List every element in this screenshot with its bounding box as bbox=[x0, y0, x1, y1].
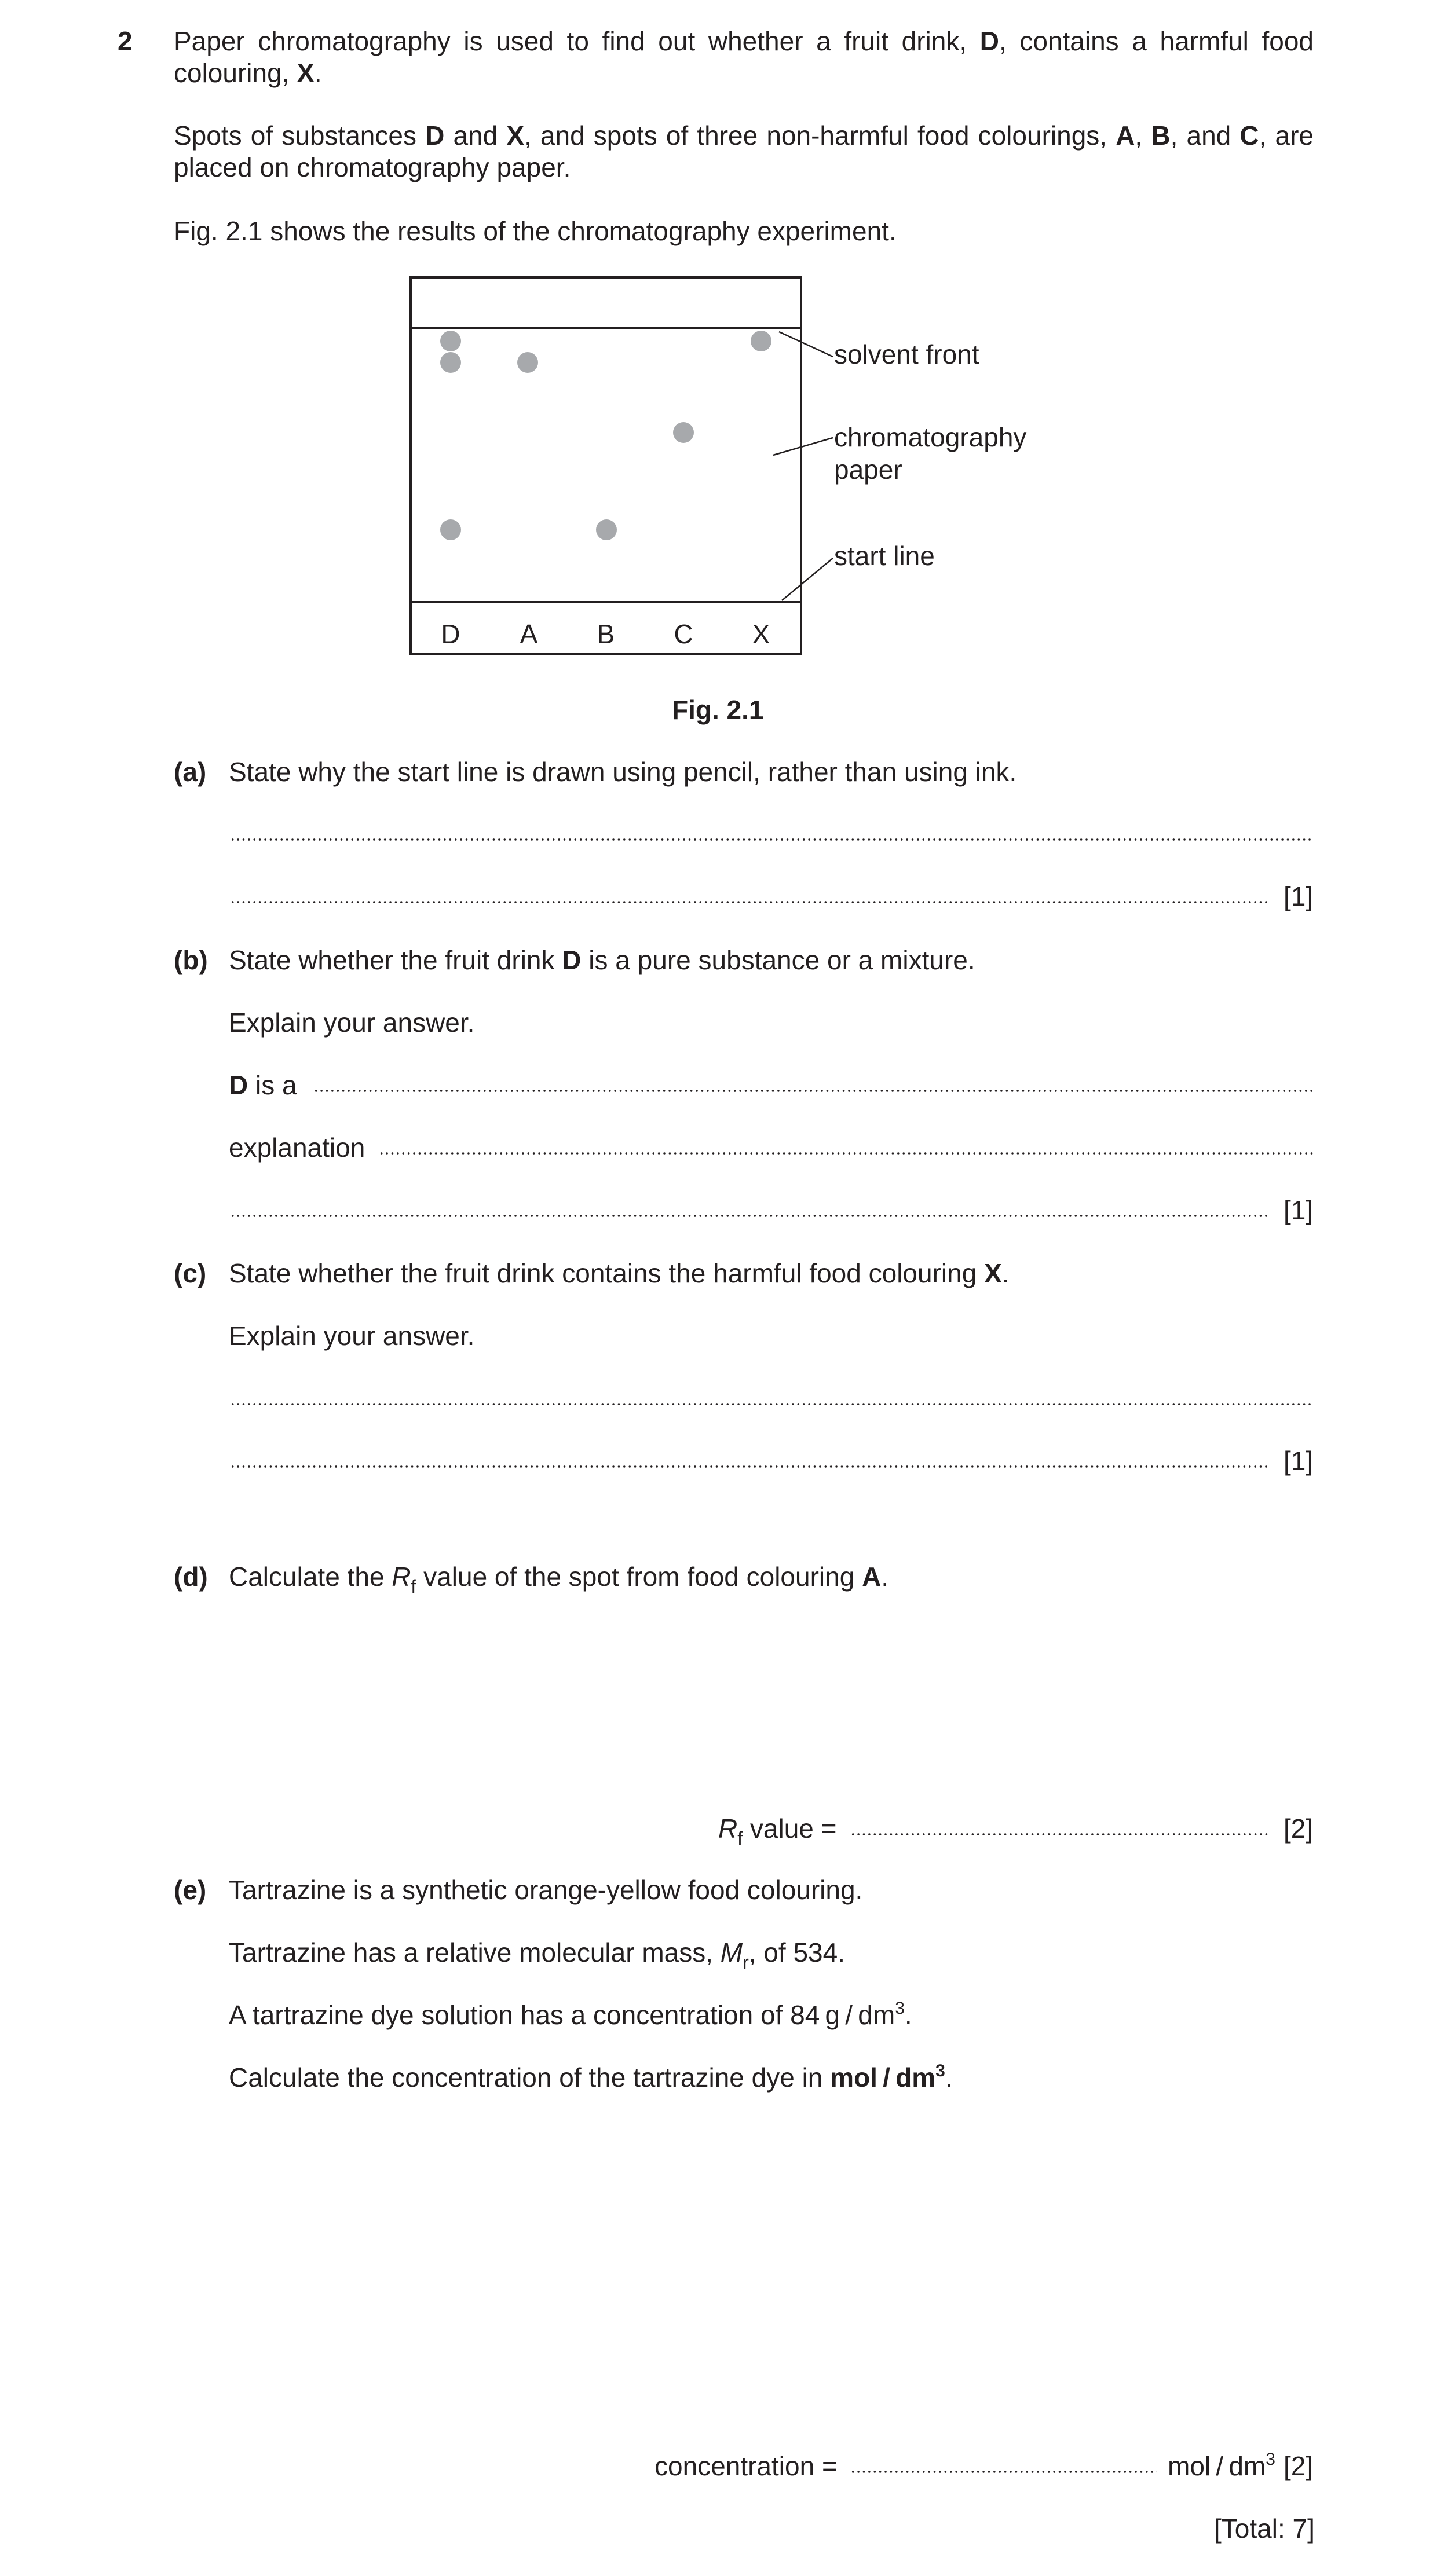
label-paper: paper bbox=[834, 455, 902, 485]
part-c-explain-prompt: Explain your answer. bbox=[229, 1321, 475, 1351]
part-e-answer-line[interactable] bbox=[850, 2471, 1157, 2473]
part-e-line-1: Tartrazine is a synthetic orange-yellow food colouring. bbox=[229, 1875, 863, 1905]
part-a-marks: [1] bbox=[1284, 881, 1314, 911]
part-a-answer-line-2[interactable] bbox=[230, 901, 1268, 903]
intro-paragraph-1: Paper chromatography is used to find out whether a fruit drink, D, contains a harmful food colouring, X. bbox=[174, 26, 1314, 89]
part-e-marks: [2] bbox=[1284, 2451, 1314, 2481]
label-solvent-front: solvent front bbox=[834, 339, 979, 369]
intro-paragraph-3: Fig. 2.1 shows the results of the chromatography experiment. bbox=[174, 216, 897, 246]
spots bbox=[440, 331, 771, 540]
part-b-explanation-label: explanation bbox=[229, 1133, 365, 1163]
part-b-marks: [1] bbox=[1284, 1195, 1314, 1225]
chromatography-paper-outline bbox=[411, 277, 801, 654]
part-e-answer-unit: mol / $dm^3$ bbox=[1168, 2450, 1275, 2481]
spot-c bbox=[673, 422, 694, 443]
lane-label-a: A bbox=[520, 619, 538, 649]
figure-caption: Fig. 2.1 bbox=[672, 695, 764, 725]
part-b-d-answer-line[interactable] bbox=[313, 1090, 1314, 1092]
part-e-answer-label: concentration = bbox=[654, 2451, 838, 2481]
part-d-answer-label: $R_f$ value = bbox=[718, 1813, 837, 1849]
label-start-line: start line bbox=[834, 541, 935, 571]
part-b-label: (b) bbox=[174, 945, 208, 975]
part-b-explanation-line-2[interactable] bbox=[230, 1215, 1268, 1217]
part-e-line-4: Calculate the concentration of the tartrazine dye in mol / $dm^3$. bbox=[229, 2061, 953, 2093]
part-c-marks: [1] bbox=[1284, 1446, 1314, 1476]
leader-lines bbox=[773, 332, 833, 600]
part-b-explanation-line-1[interactable] bbox=[379, 1152, 1314, 1155]
lane-label-x: X bbox=[752, 619, 770, 649]
part-c-answer-line-1[interactable] bbox=[230, 1403, 1313, 1405]
part-e-label: (e) bbox=[174, 1875, 207, 1905]
part-a-question: State why the start line is drawn using pencil, rather than using ink. bbox=[229, 757, 1017, 787]
part-b-d-is-a: D is a bbox=[229, 1070, 297, 1100]
spot-d-3 bbox=[440, 519, 461, 540]
part-d-marks: [2] bbox=[1284, 1813, 1314, 1844]
lane-label-c: C bbox=[674, 619, 693, 649]
part-c-label: (c) bbox=[174, 1258, 207, 1288]
part-d-label: (d) bbox=[174, 1562, 208, 1592]
chromatography-figure bbox=[0, 0, 1437, 695]
label-chromatography: chromatography bbox=[834, 422, 1027, 452]
part-c-question: State whether the fruit drink contains the harmful food colouring X. bbox=[229, 1258, 1010, 1288]
part-c-answer-line-2[interactable] bbox=[230, 1465, 1268, 1468]
part-d-question: Calculate the $R_f$ value of the spot from food colouring A. bbox=[229, 1562, 889, 1597]
lane-label-b: B bbox=[597, 619, 615, 649]
spot-a bbox=[517, 352, 538, 373]
part-b-question: State whether the fruit drink D is a pure substance or a mixture. bbox=[229, 945, 975, 975]
part-d-answer-line[interactable] bbox=[850, 1833, 1268, 1835]
intro-paragraph-2: Spots of substances D and X, and spots of three non-harmful food colourings, A, B, and C, are placed on chromatography paper. bbox=[174, 120, 1314, 183]
spot-d-1 bbox=[440, 331, 461, 351]
question-number: 2 bbox=[118, 26, 133, 56]
spot-d-2 bbox=[440, 352, 461, 373]
total-marks: [Total: 7] bbox=[1214, 2513, 1315, 2544]
part-a-answer-line-1[interactable] bbox=[230, 838, 1313, 841]
part-e-line-2: Tartrazine has a relative molecular mass, $M_r$, of 534. bbox=[229, 1937, 845, 1973]
spot-b bbox=[596, 519, 617, 540]
spot-x bbox=[751, 331, 771, 351]
part-b-explain-prompt: Explain your answer. bbox=[229, 1007, 475, 1038]
part-a-label: (a) bbox=[174, 757, 207, 787]
part-e-line-3: A tartrazine dye solution has a concentration of 84 g / $dm^3$. bbox=[229, 1999, 912, 2030]
lane-label-d: D bbox=[441, 619, 460, 649]
